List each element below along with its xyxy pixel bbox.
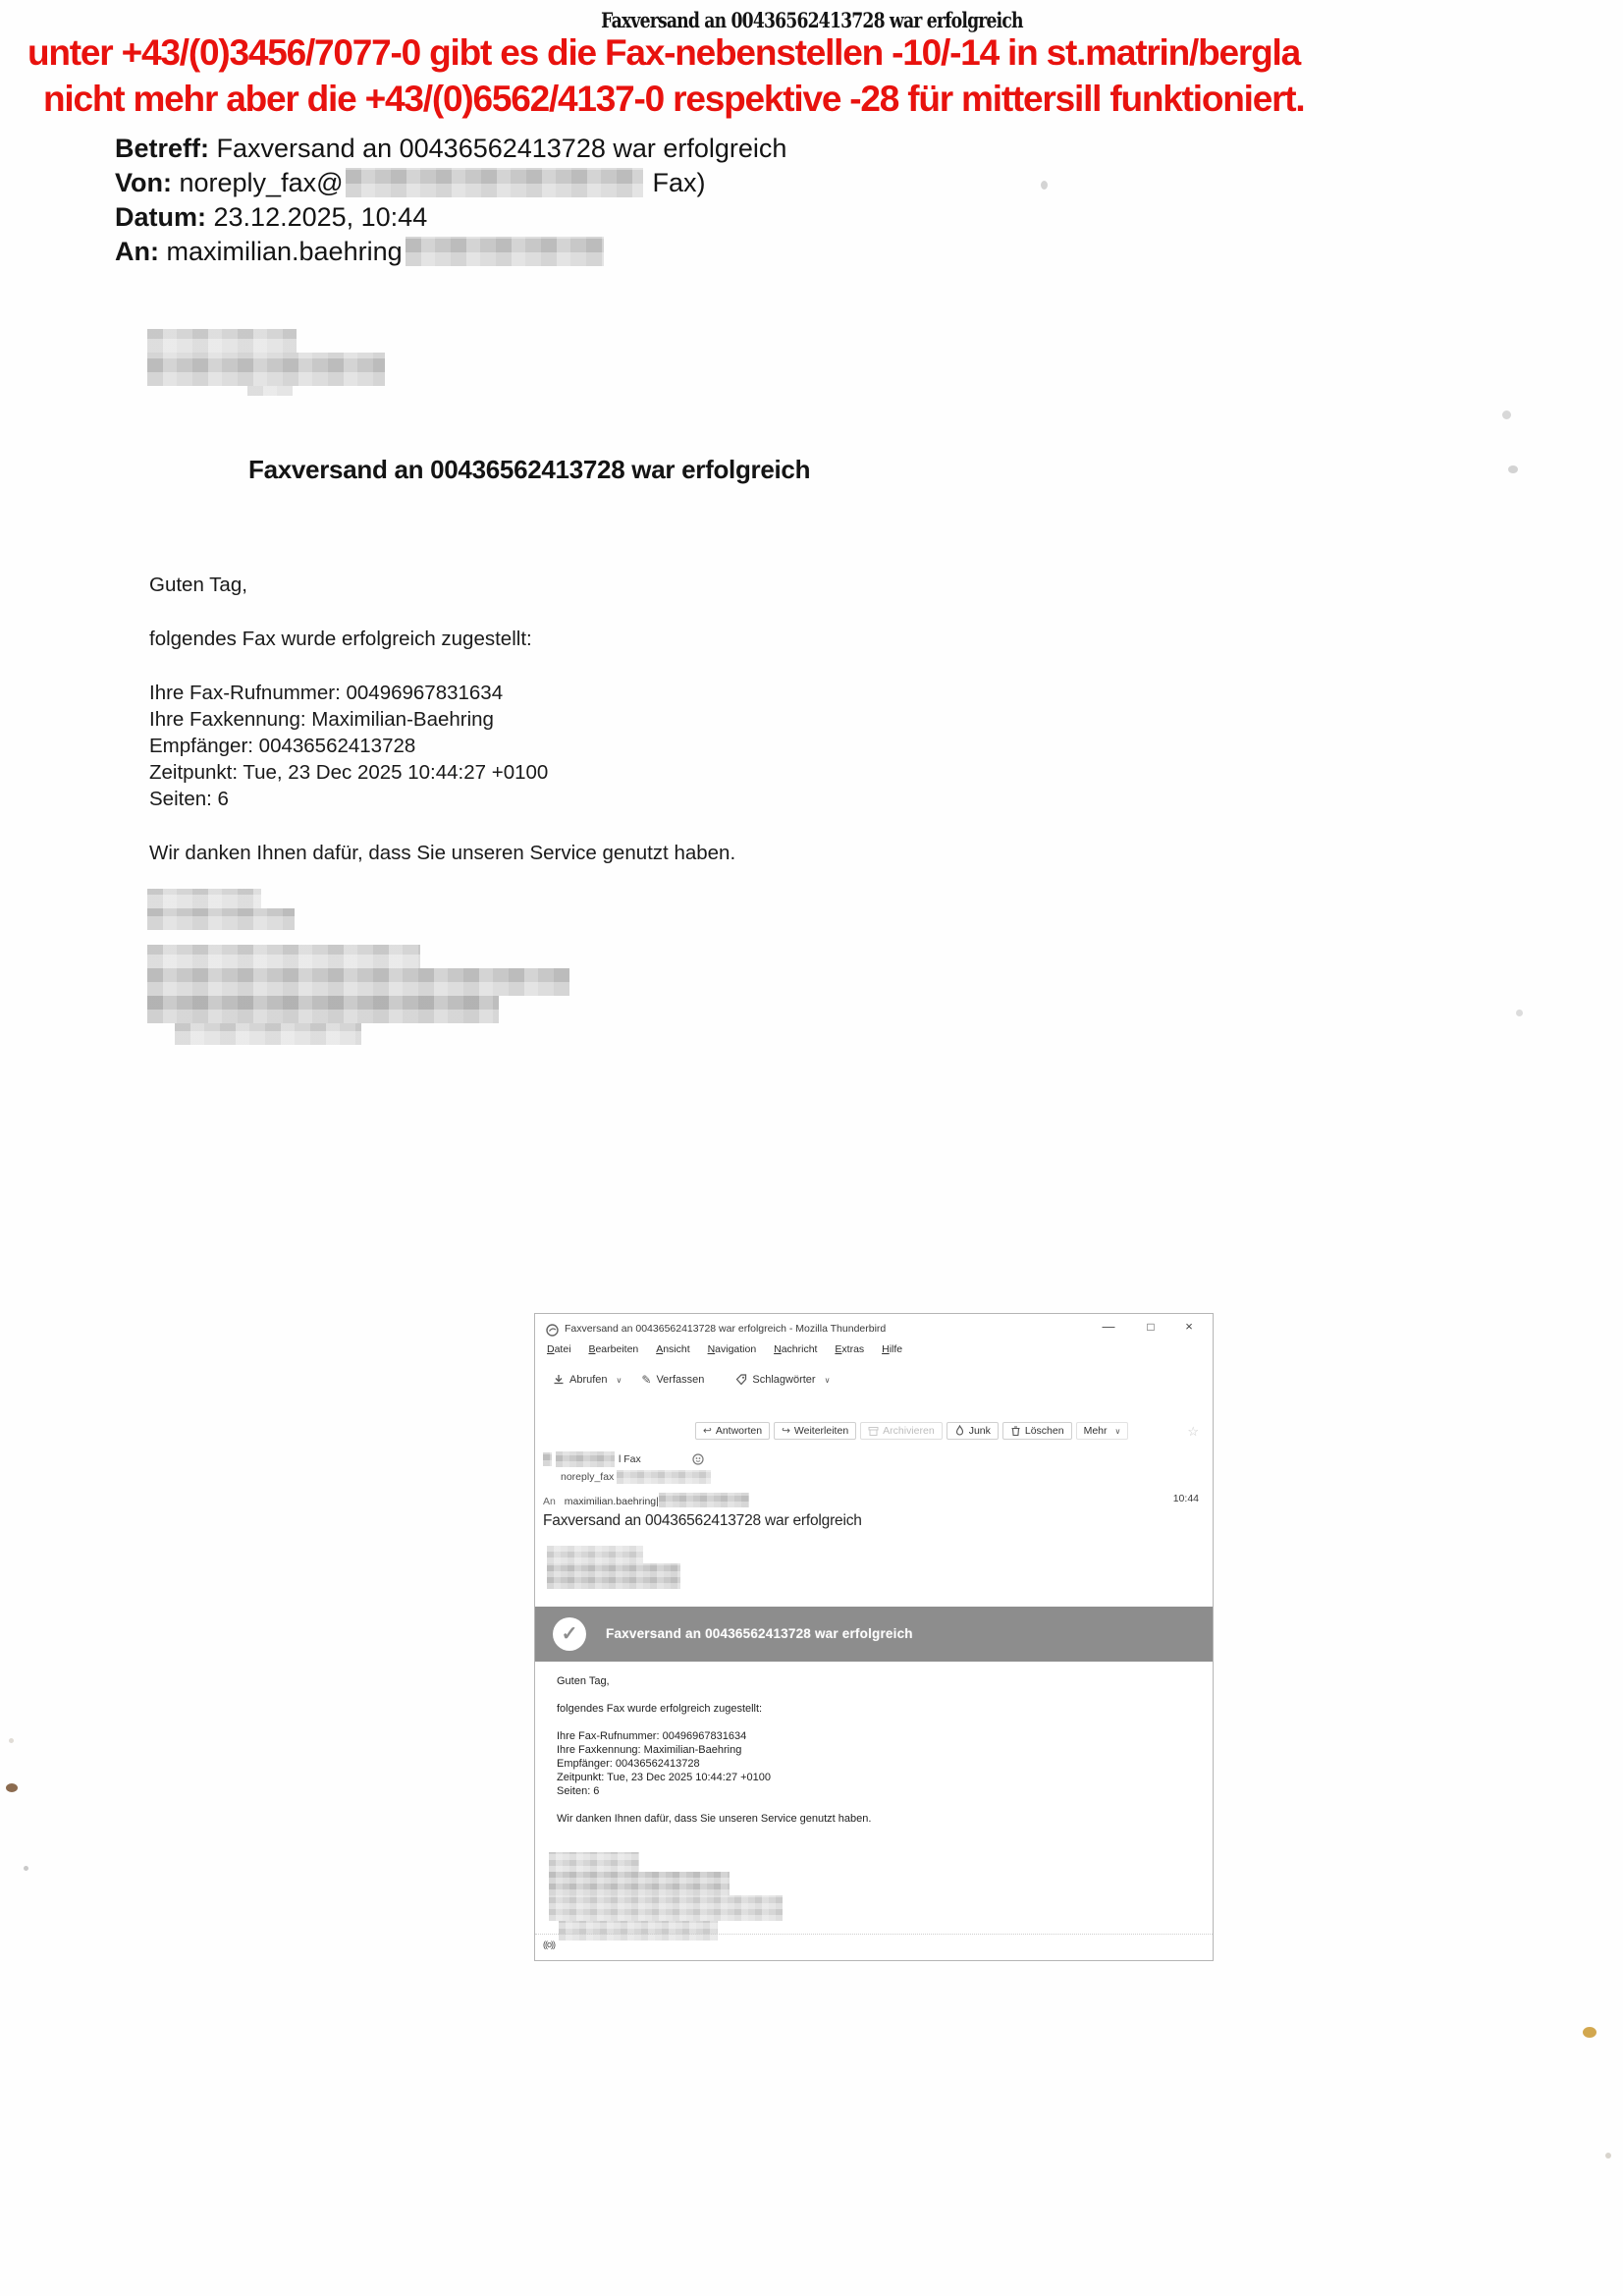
print-header-text: Faxversand an 00436562413728 war erfolgreich <box>600 8 1023 32</box>
detail-zeitpunkt: Zeitpunkt: Tue, 23 Dec 2025 10:44:27 +0100 <box>149 761 549 784</box>
detail-faxkennung: Ihre Faxkennung: Maximilian-Baehring <box>149 708 494 731</box>
document-body <box>149 572 735 866</box>
more-label: Mehr <box>1083 1425 1108 1437</box>
document-heading: Faxversand an 00436562413728 war erfolgreich <box>248 455 811 484</box>
network-status-icon[interactable]: ((o)) <box>543 1940 555 1949</box>
checkmark-icon: ✓ <box>553 1617 586 1651</box>
signature-redaction-large <box>147 945 569 1045</box>
tb-detail-empfaenger: Empfänger: 00436562413728 <box>557 1758 700 1770</box>
message-body <box>557 1674 871 1826</box>
detail-seiten: Seiten: 6 <box>149 788 229 810</box>
scan-artifact <box>9 1738 14 1743</box>
window-title: Faxversand an 00436562413728 war erfolgreich - Mozilla Thunderbird <box>565 1323 887 1335</box>
tb-detail-zeitpunkt: Zeitpunkt: Tue, 23 Dec 2025 10:44:27 +0100 <box>557 1772 772 1783</box>
header-von <box>115 166 786 200</box>
archive-icon <box>868 1426 879 1437</box>
red-annotation-line-1: unter +43/(0)3456/7077-0 gibt es die Fax-nebenstellen -10/-14 in st.matrin/bergla <box>27 32 1300 73</box>
get-messages-label: Abrufen <box>569 1374 608 1386</box>
title-bar[interactable] <box>535 1314 1213 1343</box>
tag-icon <box>735 1374 747 1386</box>
get-mail-icon <box>553 1374 565 1386</box>
header-datum <box>115 200 786 235</box>
to-address: maximilian.baehring| <box>564 1496 659 1507</box>
sender-block[interactable] <box>543 1451 711 1484</box>
an-redaction <box>406 237 604 266</box>
signature-redaction-row <box>147 968 569 996</box>
an-label: An: <box>115 237 159 266</box>
signature-redaction-small <box>147 889 295 930</box>
menu-hilfe[interactable]: Hilfe <box>882 1343 903 1355</box>
more-button[interactable] <box>1076 1422 1129 1440</box>
message-actions <box>695 1422 1167 1440</box>
email-header-block <box>115 132 786 269</box>
reply-button[interactable] <box>695 1422 770 1440</box>
menu-navigation[interactable]: Navigation <box>707 1343 757 1355</box>
forward-label: Weiterleiten <box>793 1425 849 1437</box>
tag-button[interactable] <box>730 1371 836 1389</box>
message-logo-redaction-row <box>547 1546 643 1563</box>
signature-redaction-row <box>147 945 420 968</box>
tb-detail-fax-rufnummer: Ihre Fax-Rufnummer: 00496967831634 <box>557 1730 747 1742</box>
scan-artifact <box>1508 465 1518 473</box>
main-toolbar <box>547 1366 836 1394</box>
logo-redaction-row <box>147 353 385 386</box>
junk-button[interactable] <box>947 1422 999 1440</box>
delete-label: Löschen <box>1024 1425 1064 1437</box>
tag-label: Schlagwörter <box>752 1374 816 1386</box>
von-label: Von: <box>115 168 172 197</box>
betreff-label: Betreff: <box>115 134 210 163</box>
scan-artifact <box>6 1783 18 1792</box>
tb-signature-redaction <box>549 1852 783 1941</box>
print-header <box>0 8 1623 32</box>
signature-redaction-row <box>147 996 499 1023</box>
signature-redaction-row <box>147 889 261 908</box>
sender-avatar-redaction <box>543 1452 552 1466</box>
pencil-icon: ✎ <box>641 1373 652 1387</box>
reply-label: Antworten <box>715 1425 763 1437</box>
thunderbird-icon <box>546 1322 559 1335</box>
sender-address: noreply_fax <box>561 1471 615 1483</box>
scan-artifact <box>1605 2153 1611 2159</box>
menu-extras[interactable]: Extras <box>835 1343 865 1355</box>
thanks-line: Wir danken Ihnen dafür, dass Sie unseren Service genutzt haben. <box>149 842 736 864</box>
delete-button[interactable] <box>1002 1422 1072 1440</box>
detail-empfaenger: Empfänger: 00436562413728 <box>149 735 416 757</box>
reply-icon: ↩ <box>703 1425 712 1437</box>
trash-icon <box>1010 1425 1021 1437</box>
chevron-down-icon[interactable]: ∨ <box>616 1375 622 1385</box>
message-header-panel <box>535 1396 1213 1542</box>
maximize-button[interactable]: □ <box>1147 1320 1155 1334</box>
von-value: noreply_fax@ <box>179 168 344 197</box>
junk-label: Junk <box>968 1425 991 1437</box>
header-an <box>115 235 786 269</box>
sender-name-redaction <box>556 1451 615 1467</box>
archive-label: Archivieren <box>883 1425 935 1437</box>
fax-details <box>149 680 735 812</box>
sender-name-suffix: l Fax <box>619 1453 641 1465</box>
menu-nachricht[interactable]: Nachricht <box>774 1343 818 1355</box>
sender-address-redaction <box>617 1470 711 1484</box>
tb-greeting: Guten Tag, <box>557 1675 610 1687</box>
junk-flame-icon <box>954 1425 965 1437</box>
detail-fax-rufnummer: Ihre Fax-Rufnummer: 00496967831634 <box>149 682 504 704</box>
tb-thanks: Wir danken Ihnen dafür, dass Sie unseren Service genutzt haben. <box>557 1813 872 1825</box>
tb-signature-redaction-row <box>549 1872 730 1895</box>
status-bar <box>535 1934 1213 1960</box>
datum-label: Datum: <box>115 202 206 232</box>
menu-ansicht[interactable]: Ansicht <box>656 1343 690 1355</box>
banner-text: Faxversand an 00436562413728 war erfolgreich <box>606 1626 913 1641</box>
menu-datei[interactable]: Datei <box>547 1343 571 1355</box>
red-annotation-line-2: nicht mehr aber die +43/(0)6562/4137-0 respektive -28 für mittersill funktioniert. <box>43 79 1305 119</box>
chevron-down-icon[interactable]: ∨ <box>824 1375 831 1385</box>
scan-artifact <box>24 1866 28 1871</box>
write-button[interactable] <box>635 1370 710 1390</box>
chevron-down-icon: ∨ <box>1114 1426 1121 1436</box>
logo-redaction-row <box>147 329 297 353</box>
logo-redaction <box>147 329 385 396</box>
minimize-button[interactable]: — <box>1102 1319 1115 1334</box>
menu-bearbeiten[interactable]: Bearbeiten <box>588 1343 639 1355</box>
forward-icon: ↪ <box>782 1425 790 1437</box>
to-label: An <box>543 1496 556 1507</box>
scan-artifact <box>1502 410 1511 419</box>
von-suffix: Fax) <box>652 168 706 197</box>
tb-fax-details <box>557 1729 871 1798</box>
von-redaction <box>346 168 643 197</box>
success-banner <box>535 1607 1213 1662</box>
archive-button[interactable] <box>860 1422 943 1440</box>
get-messages-button[interactable] <box>547 1371 627 1389</box>
message-logo-redaction <box>547 1546 680 1589</box>
datum-value: 23.12.2025, 10:44 <box>213 202 428 232</box>
scan-artifact <box>1516 1010 1523 1016</box>
message-logo-redaction-row <box>547 1563 680 1589</box>
intro-line: folgendes Fax wurde erfolgreich zugestellt: <box>149 628 532 650</box>
star-icon[interactable]: ☆ <box>1187 1424 1199 1439</box>
message-pane <box>535 1542 1213 1935</box>
to-address-redaction <box>659 1493 749 1507</box>
contact-badge-icon[interactable] <box>692 1453 704 1465</box>
header-betreff <box>115 132 786 166</box>
signature-redaction-row <box>175 1023 361 1045</box>
scan-artifact <box>1041 181 1048 190</box>
write-label: Verfassen <box>656 1374 705 1386</box>
tb-signature-redaction-row <box>549 1852 639 1872</box>
message-time: 10:44 <box>1172 1493 1199 1504</box>
scan-artifact <box>1583 2027 1596 2038</box>
greeting: Guten Tag, <box>149 574 247 596</box>
tb-intro: folgendes Fax wurde erfolgreich zugestellt: <box>557 1703 763 1715</box>
tb-signature-redaction-row <box>549 1895 783 1921</box>
to-row <box>543 1493 749 1507</box>
betreff-value: Faxversand an 00436562413728 war erfolgreich <box>216 134 787 163</box>
close-button[interactable]: × <box>1185 1319 1193 1334</box>
tb-detail-seiten: Seiten: 6 <box>557 1785 600 1797</box>
tb-detail-faxkennung: Ihre Faxkennung: Maximilian-Baehring <box>557 1744 742 1756</box>
forward-button[interactable] <box>774 1422 856 1440</box>
an-value: maximilian.baehring <box>166 237 403 266</box>
menu-bar <box>547 1343 1207 1366</box>
message-subject: Faxversand an 00436562413728 war erfolgreich <box>543 1512 862 1529</box>
logo-redaction-row <box>247 386 293 396</box>
signature-redaction-row <box>147 908 295 930</box>
thunderbird-window <box>534 1313 1214 1961</box>
